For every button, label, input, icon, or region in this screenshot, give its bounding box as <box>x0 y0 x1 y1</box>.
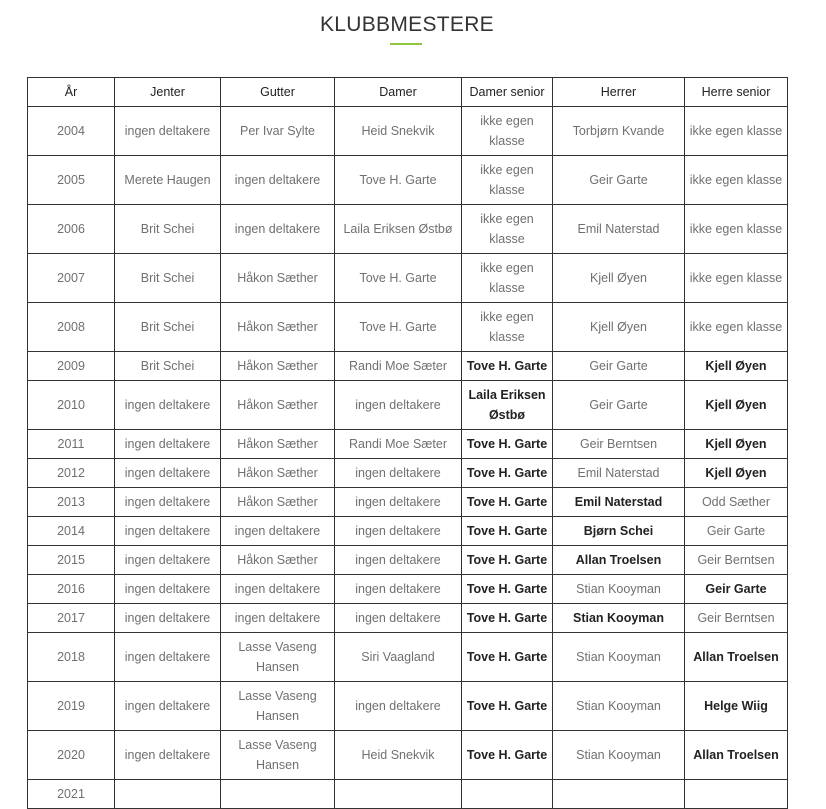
champion-cell: Heid Snekvik <box>335 731 462 780</box>
table-row <box>28 633 788 682</box>
year-cell: 2012 <box>28 459 115 488</box>
champion-cell: Kjell Øyen <box>685 352 788 381</box>
champion-cell: Tove H. Garte <box>462 517 553 546</box>
champion-cell: Kjell Øyen <box>685 459 788 488</box>
table-row <box>28 604 788 633</box>
champion-cell: Geir Garte <box>553 352 685 381</box>
champion-cell: ingen deltakere <box>115 107 221 156</box>
champion-cell: Håkon Sæther <box>221 381 335 430</box>
column-header: Damer senior <box>462 78 553 107</box>
champion-cell: Geir Garte <box>685 575 788 604</box>
champion-cell: ikke egen klasse <box>685 254 788 303</box>
table-row <box>28 546 788 575</box>
champion-cell: Merete Haugen <box>115 156 221 205</box>
champion-cell: Tove H. Garte <box>462 682 553 731</box>
champion-cell: ikke egen klasse <box>685 205 788 254</box>
champion-cell: ikke egen klasse <box>685 156 788 205</box>
champion-cell: Håkon Sæther <box>221 430 335 459</box>
table-row <box>28 682 788 731</box>
champion-cell: ingen deltakere <box>335 546 462 575</box>
champion-cell: Emil Naterstad <box>553 205 685 254</box>
champion-cell: ingen deltakere <box>335 604 462 633</box>
champion-cell: Kjell Øyen <box>553 303 685 352</box>
title-underline <box>390 43 422 45</box>
year-cell: 2017 <box>28 604 115 633</box>
champion-cell: Torbjørn Kvande <box>553 107 685 156</box>
champion-cell: Geir Berntsen <box>685 604 788 633</box>
champion-cell: ingen deltakere <box>335 488 462 517</box>
year-cell: 2011 <box>28 430 115 459</box>
table-row <box>28 254 788 303</box>
column-header: Gutter <box>221 78 335 107</box>
champion-cell: Tove H. Garte <box>462 430 553 459</box>
year-cell: 2016 <box>28 575 115 604</box>
champion-cell: ingen deltakere <box>115 517 221 546</box>
table-row <box>28 381 788 430</box>
champion-cell <box>115 780 221 809</box>
champion-cell: Tove H. Garte <box>462 352 553 381</box>
champion-cell: Tove H. Garte <box>335 156 462 205</box>
champion-cell: Stian Kooyman <box>553 633 685 682</box>
page-title: KLUBBMESTERE <box>320 13 494 36</box>
champion-cell: ingen deltakere <box>335 575 462 604</box>
champion-cell: ikke egen klasse <box>685 303 788 352</box>
champion-cell: Tove H. Garte <box>462 731 553 780</box>
champion-cell: Tove H. Garte <box>462 546 553 575</box>
champion-cell: Allan Troelsen <box>553 546 685 575</box>
club-champions-table <box>27 77 788 809</box>
table-row <box>28 107 788 156</box>
champion-cell: Randi Moe Sæter <box>335 352 462 381</box>
champion-cell: ikke egen klasse <box>462 254 553 303</box>
table-row <box>28 156 788 205</box>
champion-cell: ingen deltakere <box>115 682 221 731</box>
champion-cell: ingen deltakere <box>221 205 335 254</box>
table-row <box>28 205 788 254</box>
header-row <box>28 78 788 107</box>
champion-cell <box>335 780 462 809</box>
champion-cell: Geir Garte <box>685 517 788 546</box>
year-cell: 2006 <box>28 205 115 254</box>
column-header: Jenter <box>115 78 221 107</box>
year-cell: 2021 <box>28 780 115 809</box>
champion-cell: Håkon Sæther <box>221 303 335 352</box>
column-header: Herre senior <box>685 78 788 107</box>
champion-cell: Lasse Vaseng Hansen <box>221 731 335 780</box>
champion-cell: Laila Eriksen Østbø <box>462 381 553 430</box>
champion-cell: Stian Kooyman <box>553 575 685 604</box>
champion-cell: Tove H. Garte <box>335 303 462 352</box>
year-cell: 2008 <box>28 303 115 352</box>
champion-cell: Stian Kooyman <box>553 604 685 633</box>
year-cell: 2014 <box>28 517 115 546</box>
champion-cell: ikke egen klasse <box>462 303 553 352</box>
table-row <box>28 488 788 517</box>
champion-cell: Laila Eriksen Østbø <box>335 205 462 254</box>
champion-cell: Håkon Sæther <box>221 352 335 381</box>
champion-cell: Tove H. Garte <box>462 488 553 517</box>
champion-cell: Brit Schei <box>115 254 221 303</box>
champion-cell: ingen deltakere <box>115 459 221 488</box>
year-cell: 2013 <box>28 488 115 517</box>
champion-cell <box>221 780 335 809</box>
table-row <box>28 430 788 459</box>
champion-cell: Tove H. Garte <box>462 459 553 488</box>
year-cell: 2007 <box>28 254 115 303</box>
table-row <box>28 575 788 604</box>
champion-cell <box>462 780 553 809</box>
table-row <box>28 459 788 488</box>
champion-cell: Geir Berntsen <box>685 546 788 575</box>
champion-cell: Håkon Sæther <box>221 546 335 575</box>
champion-cell: Heid Snekvik <box>335 107 462 156</box>
champion-cell: ingen deltakere <box>115 604 221 633</box>
champion-cell: Håkon Sæther <box>221 459 335 488</box>
year-cell: 2015 <box>28 546 115 575</box>
champion-cell: Geir Garte <box>553 156 685 205</box>
champion-cell: Brit Schei <box>115 205 221 254</box>
year-cell: 2005 <box>28 156 115 205</box>
champion-cell: Håkon Sæther <box>221 254 335 303</box>
champion-cell: Tove H. Garte <box>462 604 553 633</box>
champion-cell: Lasse Vaseng Hansen <box>221 633 335 682</box>
year-cell: 2018 <box>28 633 115 682</box>
champion-cell: Brit Schei <box>115 352 221 381</box>
champion-cell: Allan Troelsen <box>685 633 788 682</box>
champion-cell: ingen deltakere <box>335 381 462 430</box>
champion-cell: Odd Sæther <box>685 488 788 517</box>
champion-cell: Helge Wiig <box>685 682 788 731</box>
year-cell: 2010 <box>28 381 115 430</box>
champion-cell: Siri Vaagland <box>335 633 462 682</box>
champion-cell: Kjell Øyen <box>553 254 685 303</box>
champion-cell: Kjell Øyen <box>685 430 788 459</box>
champion-cell: ingen deltakere <box>115 546 221 575</box>
champion-cell: ingen deltakere <box>221 517 335 546</box>
champion-cell: Geir Berntsen <box>553 430 685 459</box>
champion-cell: Emil Naterstad <box>553 488 685 517</box>
champion-cell: ikke egen klasse <box>462 156 553 205</box>
table-row <box>28 780 788 809</box>
champion-cell: ingen deltakere <box>335 682 462 731</box>
column-header: År <box>28 78 115 107</box>
champion-cell: ingen deltakere <box>335 459 462 488</box>
champion-cell: ikke egen klasse <box>462 205 553 254</box>
champion-cell: ikke egen klasse <box>685 107 788 156</box>
champion-cell: Geir Garte <box>553 381 685 430</box>
champion-cell: ingen deltakere <box>221 575 335 604</box>
table-row <box>28 303 788 352</box>
champion-cell: ingen deltakere <box>115 381 221 430</box>
champion-cell: ingen deltakere <box>115 633 221 682</box>
champion-cell: ikke egen klasse <box>462 107 553 156</box>
champion-cell <box>553 780 685 809</box>
year-cell: 2009 <box>28 352 115 381</box>
champion-cell: ingen deltakere <box>115 488 221 517</box>
champion-cell: ingen deltakere <box>115 430 221 459</box>
year-cell: 2020 <box>28 731 115 780</box>
champion-cell: Lasse Vaseng Hansen <box>221 682 335 731</box>
champion-cell: Per Ivar Sylte <box>221 107 335 156</box>
champion-cell: Stian Kooyman <box>553 682 685 731</box>
table-row <box>28 352 788 381</box>
champion-cell: ingen deltakere <box>221 604 335 633</box>
champion-cell: Allan Troelsen <box>685 731 788 780</box>
column-header: Damer <box>335 78 462 107</box>
champion-cell: ingen deltakere <box>115 731 221 780</box>
champion-cell: Randi Moe Sæter <box>335 430 462 459</box>
table-row <box>28 731 788 780</box>
year-cell: 2004 <box>28 107 115 156</box>
champion-cell: Tove H. Garte <box>462 575 553 604</box>
champion-cell: Tove H. Garte <box>335 254 462 303</box>
champion-cell: Brit Schei <box>115 303 221 352</box>
champion-cell: Tove H. Garte <box>462 633 553 682</box>
champion-cell: ingen deltakere <box>115 575 221 604</box>
champion-cell: Emil Naterstad <box>553 459 685 488</box>
column-header: Herrer <box>553 78 685 107</box>
champion-cell: Kjell Øyen <box>685 381 788 430</box>
champion-cell: Håkon Sæther <box>221 488 335 517</box>
champion-cell <box>685 780 788 809</box>
champion-cell: ingen deltakere <box>335 517 462 546</box>
table-row <box>28 517 788 546</box>
champion-cell: Stian Kooyman <box>553 731 685 780</box>
champion-cell: Bjørn Schei <box>553 517 685 546</box>
champion-cell: ingen deltakere <box>221 156 335 205</box>
year-cell: 2019 <box>28 682 115 731</box>
